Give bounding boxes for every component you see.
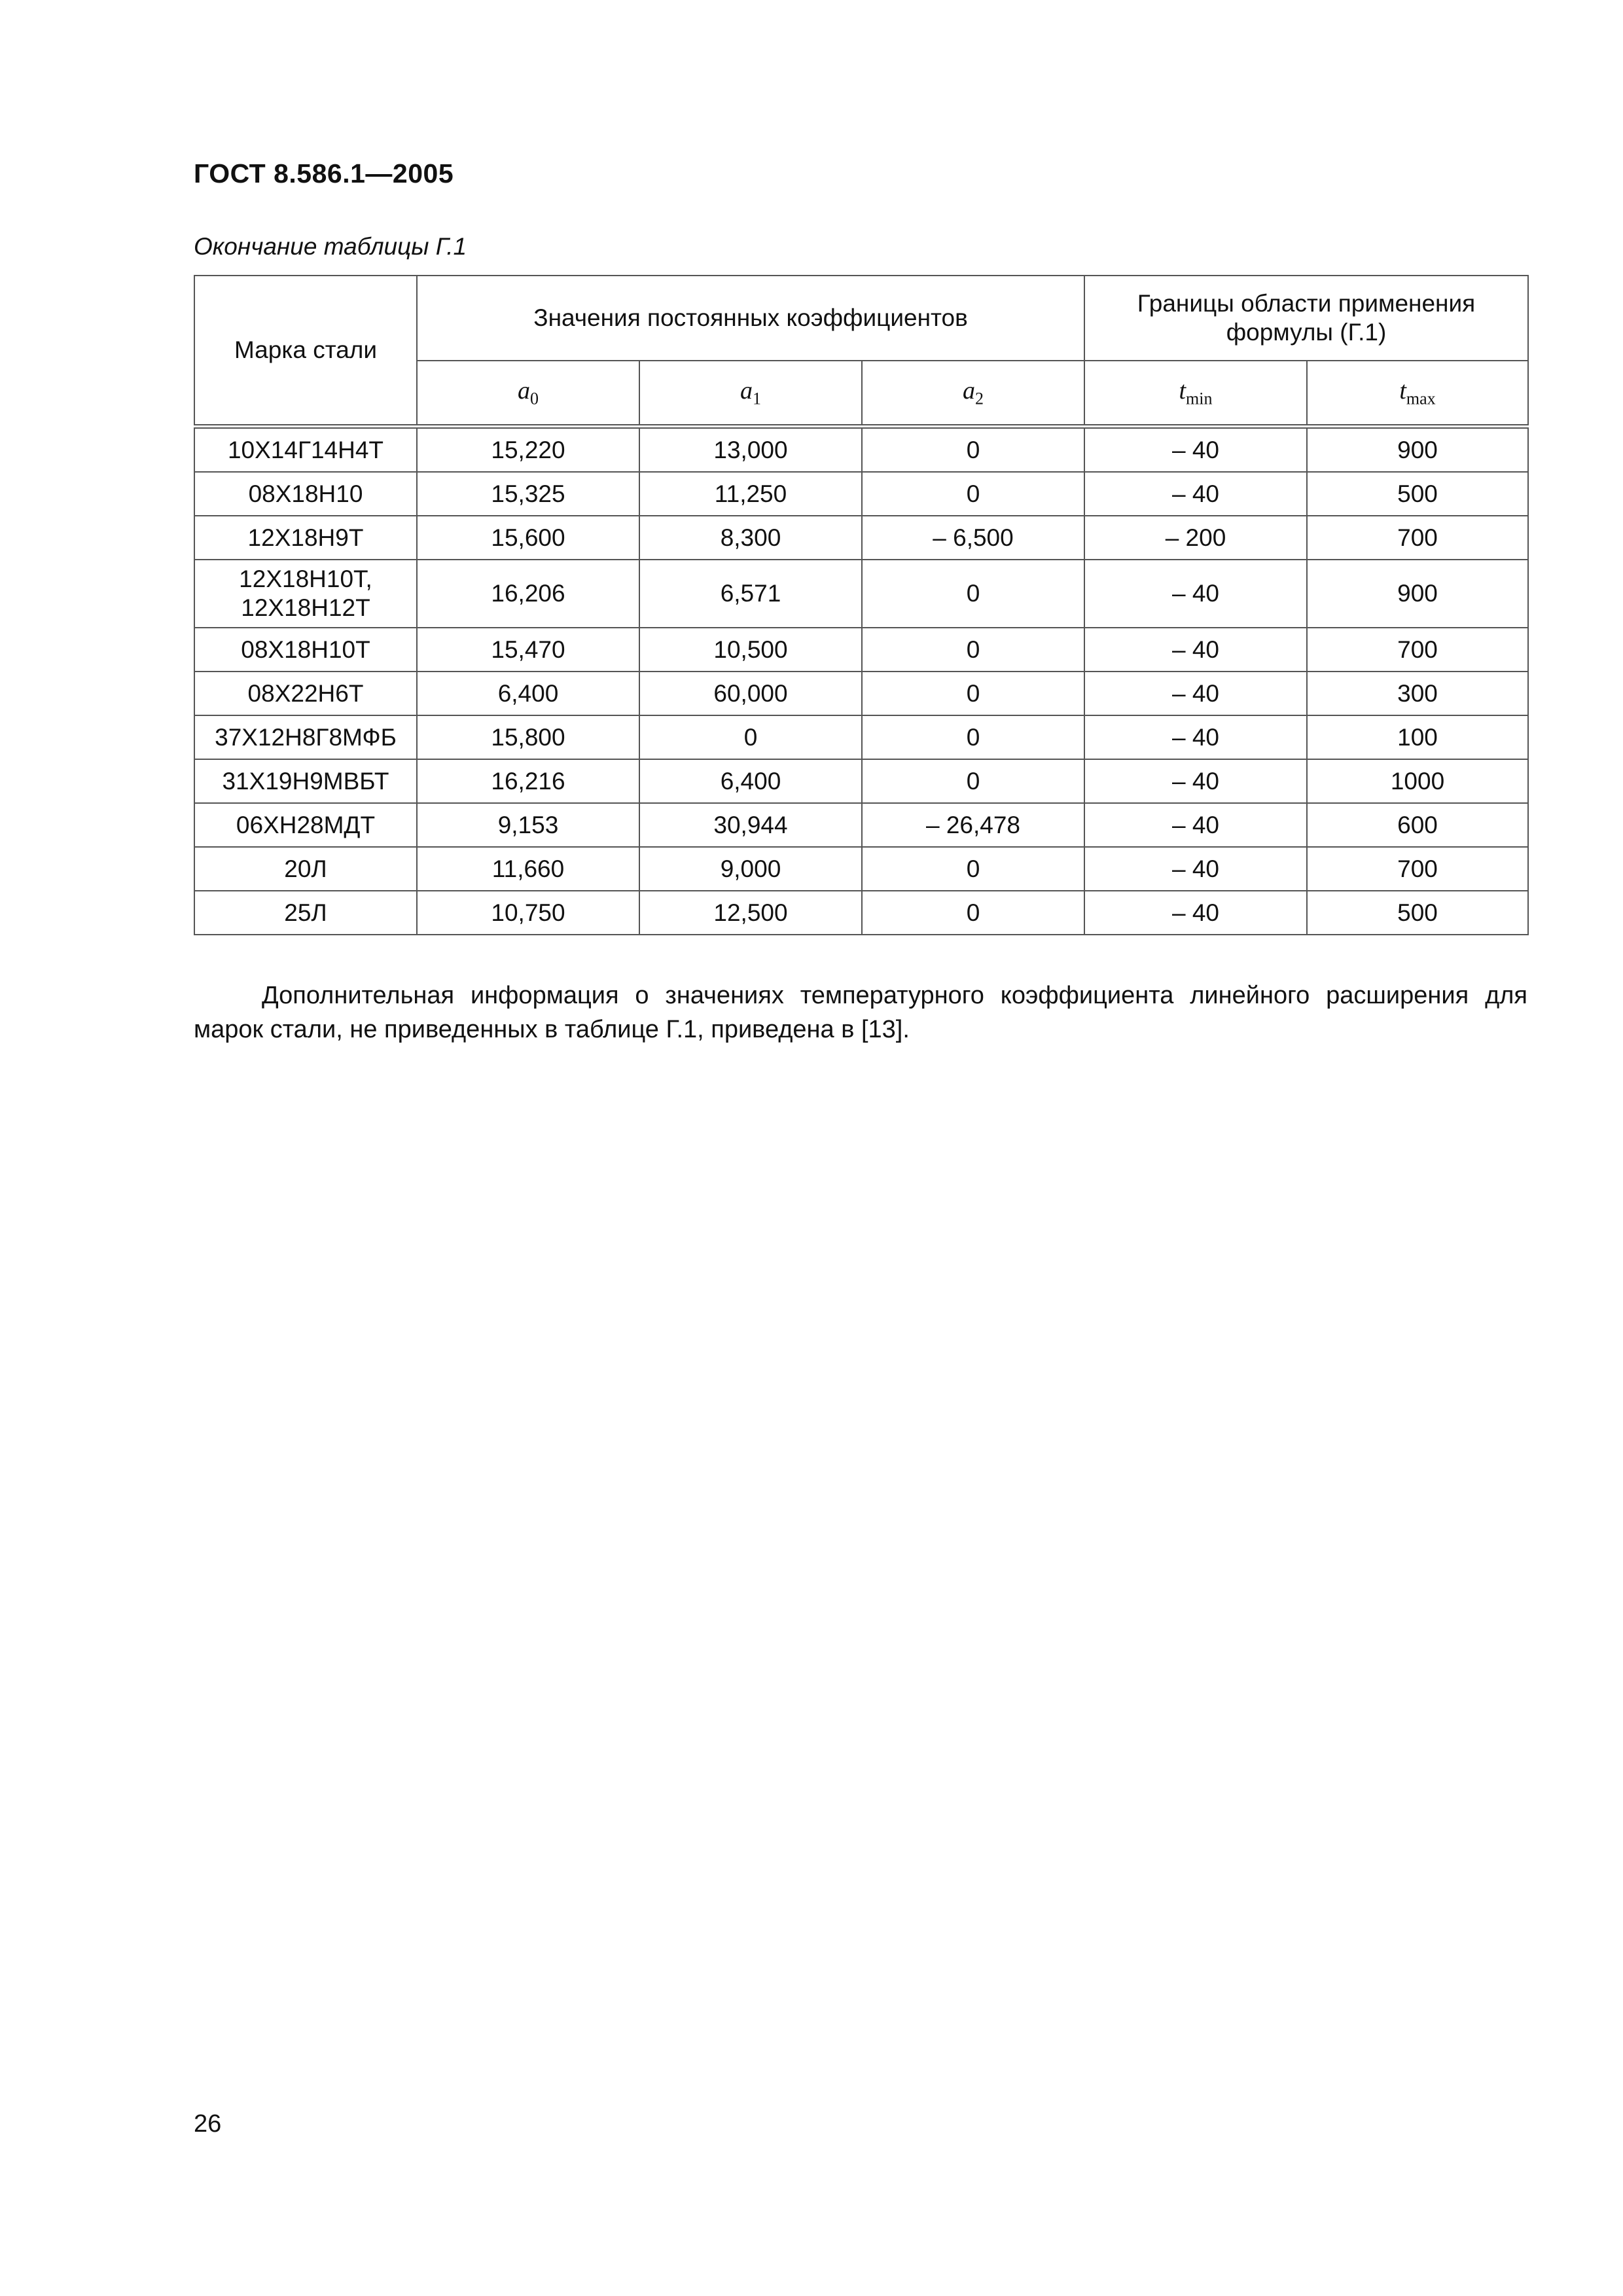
value-cell: 6,400 <box>417 672 639 715</box>
page-number: 26 <box>194 2110 222 2138</box>
value-cell: 700 <box>1307 516 1528 560</box>
value-cell: 0 <box>862 891 1084 935</box>
value-cell: 500 <box>1307 891 1528 935</box>
value-cell: – 40 <box>1084 803 1307 847</box>
value-cell: – 40 <box>1084 891 1307 935</box>
value-cell: 8,300 <box>639 516 862 560</box>
steel-grade-cell: 25Л <box>194 891 417 935</box>
value-cell: 11,660 <box>417 847 639 891</box>
table-row <box>194 628 1528 672</box>
value-cell: 6,571 <box>639 560 862 628</box>
value-cell: – 40 <box>1084 759 1307 803</box>
value-cell: 10,500 <box>639 628 862 672</box>
value-cell: 600 <box>1307 803 1528 847</box>
col-group-coefficients: Значения постоянных коэффициентов <box>417 276 1084 361</box>
table-row <box>194 759 1528 803</box>
value-cell: 1000 <box>1307 759 1528 803</box>
value-cell: 0 <box>862 427 1084 473</box>
table-row <box>194 672 1528 715</box>
steel-grade-cell: 12Х18Н9Т <box>194 516 417 560</box>
col-header-tmax: $t_{max}$ <box>1307 361 1528 427</box>
value-cell: – 6,500 <box>862 516 1084 560</box>
value-cell: 300 <box>1307 672 1528 715</box>
value-cell: 13,000 <box>639 427 862 473</box>
value-cell: 900 <box>1307 560 1528 628</box>
value-cell: 0 <box>862 847 1084 891</box>
steel-grade-cell: 08Х22Н6Т <box>194 672 417 715</box>
value-cell: 500 <box>1307 472 1528 516</box>
steel-coefficients-table <box>194 275 1529 935</box>
value-cell: – 200 <box>1084 516 1307 560</box>
value-cell: 16,216 <box>417 759 639 803</box>
value-cell: – 40 <box>1084 847 1307 891</box>
col-group-limits: Границы области применения формулы (Г.1) <box>1084 276 1528 361</box>
table-body <box>194 427 1528 935</box>
steel-grade-cell: 10Х14Г14Н4Т <box>194 427 417 473</box>
value-cell: – 40 <box>1084 672 1307 715</box>
value-cell: 15,325 <box>417 472 639 516</box>
table-row <box>194 560 1528 628</box>
value-cell: 60,000 <box>639 672 862 715</box>
col-header-a2: $a_2$ <box>862 361 1084 427</box>
value-cell: – 40 <box>1084 560 1307 628</box>
table-row <box>194 803 1528 847</box>
steel-grade-cell: 08Х18Н10 <box>194 472 417 516</box>
value-cell: 700 <box>1307 847 1528 891</box>
additional-info-paragraph <box>194 979 1527 1047</box>
value-cell: 0 <box>862 759 1084 803</box>
value-cell: 0 <box>862 715 1084 759</box>
col-header-a1: $a_1$ <box>639 361 862 427</box>
value-cell: 9,000 <box>639 847 862 891</box>
steel-grade-cell: 37Х12Н8Г8МФБ <box>194 715 417 759</box>
value-cell: 10,750 <box>417 891 639 935</box>
table-row <box>194 847 1528 891</box>
value-cell: 16,206 <box>417 560 639 628</box>
steel-grade-cell: 08Х18Н10Т <box>194 628 417 672</box>
steel-grade-cell: 31Х19Н9МВБТ <box>194 759 417 803</box>
value-cell: 0 <box>862 560 1084 628</box>
value-cell: 900 <box>1307 427 1528 473</box>
value-cell: 15,800 <box>417 715 639 759</box>
value-cell: 0 <box>862 672 1084 715</box>
value-cell: 6,400 <box>639 759 862 803</box>
steel-grade-cell: 06ХН28МДТ <box>194 803 417 847</box>
value-cell: – 26,478 <box>862 803 1084 847</box>
col-header-tmin: $t_{min}$ <box>1084 361 1307 427</box>
value-cell: – 40 <box>1084 715 1307 759</box>
value-cell: 15,470 <box>417 628 639 672</box>
value-cell: – 40 <box>1084 427 1307 473</box>
value-cell: 700 <box>1307 628 1528 672</box>
col-header-a0: $a_0$ <box>417 361 639 427</box>
table-caption: Окончание таблицы Г.1 <box>194 233 467 260</box>
value-cell: 30,944 <box>639 803 862 847</box>
paragraph-text: Дополнительная информация о значениях температурного коэффициента линейного расширения для марок стали, не приведенных в таблице Г.1, приведена в [13]. <box>194 982 1527 1043</box>
value-cell: 9,153 <box>417 803 639 847</box>
table-row <box>194 472 1528 516</box>
table-row <box>194 516 1528 560</box>
value-cell: – 40 <box>1084 472 1307 516</box>
col-header-steel-grade: Марка стали <box>194 276 417 427</box>
table-row <box>194 715 1528 759</box>
value-cell: 15,600 <box>417 516 639 560</box>
table-row <box>194 427 1528 473</box>
steel-grade-cell: 12Х18Н10Т, 12Х18Н12Т <box>194 560 417 628</box>
value-cell: 0 <box>862 628 1084 672</box>
steel-grade-cell: 20Л <box>194 847 417 891</box>
value-cell: 12,500 <box>639 891 862 935</box>
document-header: ГОСТ 8.586.1—2005 <box>194 158 454 188</box>
value-cell: 100 <box>1307 715 1528 759</box>
value-cell: 0 <box>862 472 1084 516</box>
value-cell: 15,220 <box>417 427 639 473</box>
value-cell: – 40 <box>1084 628 1307 672</box>
value-cell: 0 <box>639 715 862 759</box>
value-cell: 11,250 <box>639 472 862 516</box>
table-row <box>194 891 1528 935</box>
